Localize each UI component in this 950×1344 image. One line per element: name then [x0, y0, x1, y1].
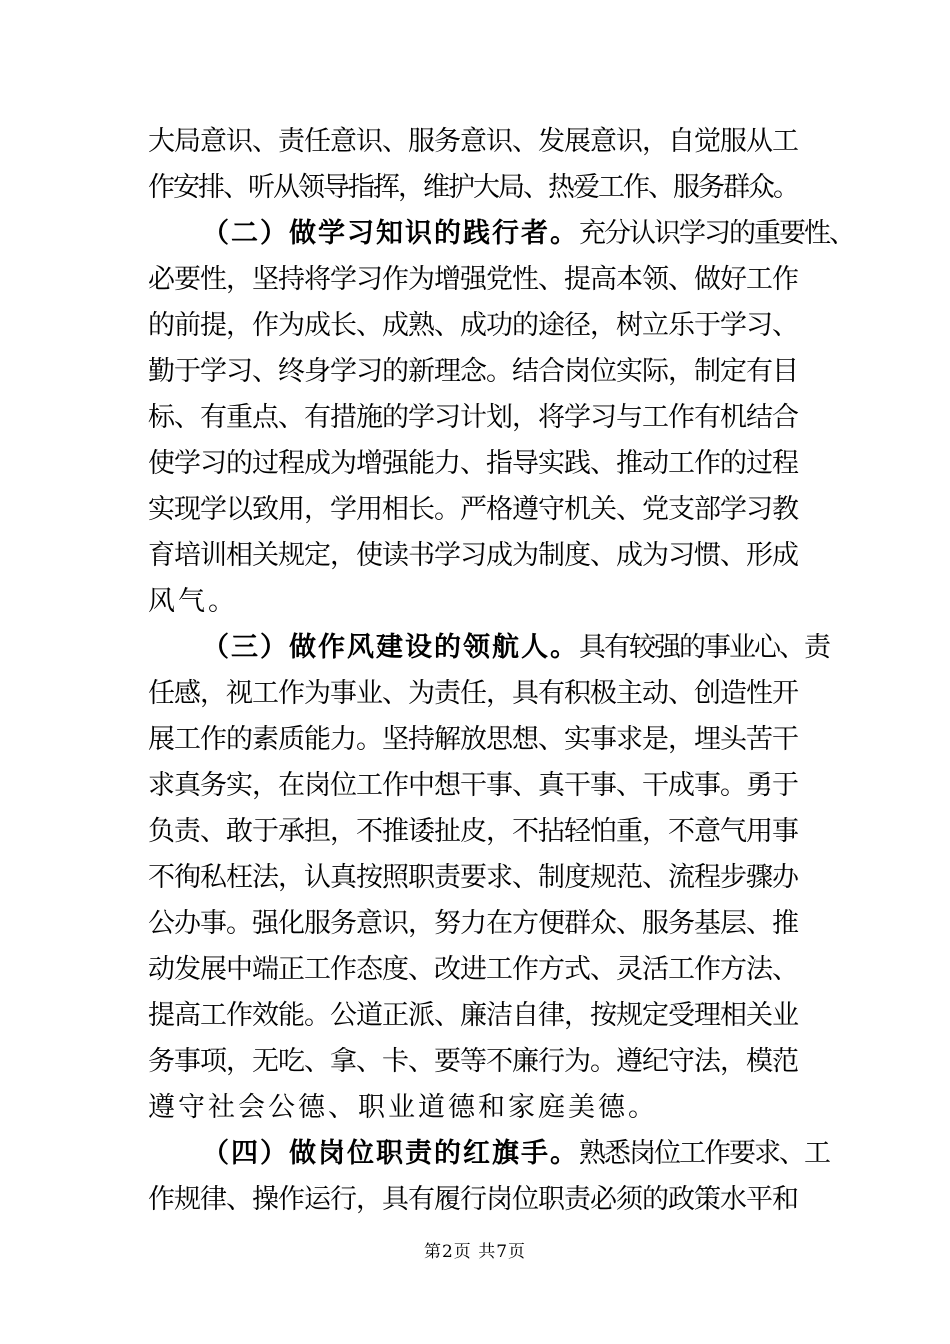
body-line: 提高工作效能。公道正派、廉洁自律，按规定受理相关业	[148, 1000, 798, 1031]
paragraph-first-line	[202, 624, 829, 672]
body-line: 育培训相关规定，使读书学习成为制度、成为习惯、形成	[148, 540, 798, 571]
body-line: 风气。	[148, 586, 238, 617]
body-line: 务事项，无吃、拿、卡、要等不廉行为。遵纪守法，模范	[148, 1046, 798, 1077]
body-text: 具有较强的事业心、责	[579, 632, 829, 663]
body-line: 任感，视工作为事业、为责任，具有积极主动、创造性开	[148, 678, 798, 709]
body-line: 展工作的素质能力。坚持解放思想、实事求是，埋头苦干	[148, 724, 798, 755]
body-line: 求真务实，在岗位工作中想干事、真干事、干成事。勇于	[148, 770, 798, 801]
body-line: 勤于学习、终身学习的新理念。结合岗位实际，制定有目	[148, 356, 798, 387]
paragraph-first-line	[202, 210, 854, 258]
section-heading: （四）做岗位职责的红旗手。	[202, 1138, 579, 1169]
body-line: 必要性，坚持将学习作为增强党性、提高本领、做好工作	[148, 264, 798, 295]
paragraph-first-line	[202, 1130, 829, 1178]
page-number-footer: 第2页 共7页	[423, 1242, 527, 1262]
body-line: 使学习的过程成为增强能力、指导实践、推动工作的过程	[148, 448, 798, 479]
body-line: 公办事。强化服务意识，努力在方便群众、服务基层、推	[148, 908, 798, 939]
body-text: 熟悉岗位工作要求、工	[579, 1138, 829, 1169]
section-heading: （三）做作风建设的领航人。	[202, 632, 579, 663]
body-text: 充分认识学习的重要性、	[579, 218, 854, 249]
body-line: 大局意识、责任意识、服务意识、发展意识，自觉服从工	[148, 126, 798, 157]
body-line: 动发展中端正工作态度、改进工作方式、灵活工作方法、	[148, 954, 798, 985]
body-line: 不徇私枉法，认真按照职责要求、制度规范、流程步骤办	[148, 862, 798, 893]
body-line: 作安排、听从领导指挥，维护大局、热爱工作、服务群众。	[148, 172, 798, 203]
body-line: 实现学以致用，学用相长。严格遵守机关、党支部学习教	[148, 494, 798, 525]
section-heading: （二）做学习知识的践行者。	[202, 218, 579, 249]
body-line: 的前提，作为成长、成熟、成功的途径，树立乐于学习、	[148, 310, 798, 341]
body-line: 遵守社会公德、职业道德和家庭美德。	[148, 1092, 658, 1123]
body-line: 标、有重点、有措施的学习计划，将学习与工作有机结合	[148, 402, 798, 433]
body-line: 作规律、操作运行，具有履行岗位职责必须的政策水平和	[148, 1184, 798, 1215]
body-line: 负责、敢于承担，不推诿扯皮，不拈轻怕重，不意气用事	[148, 816, 798, 847]
